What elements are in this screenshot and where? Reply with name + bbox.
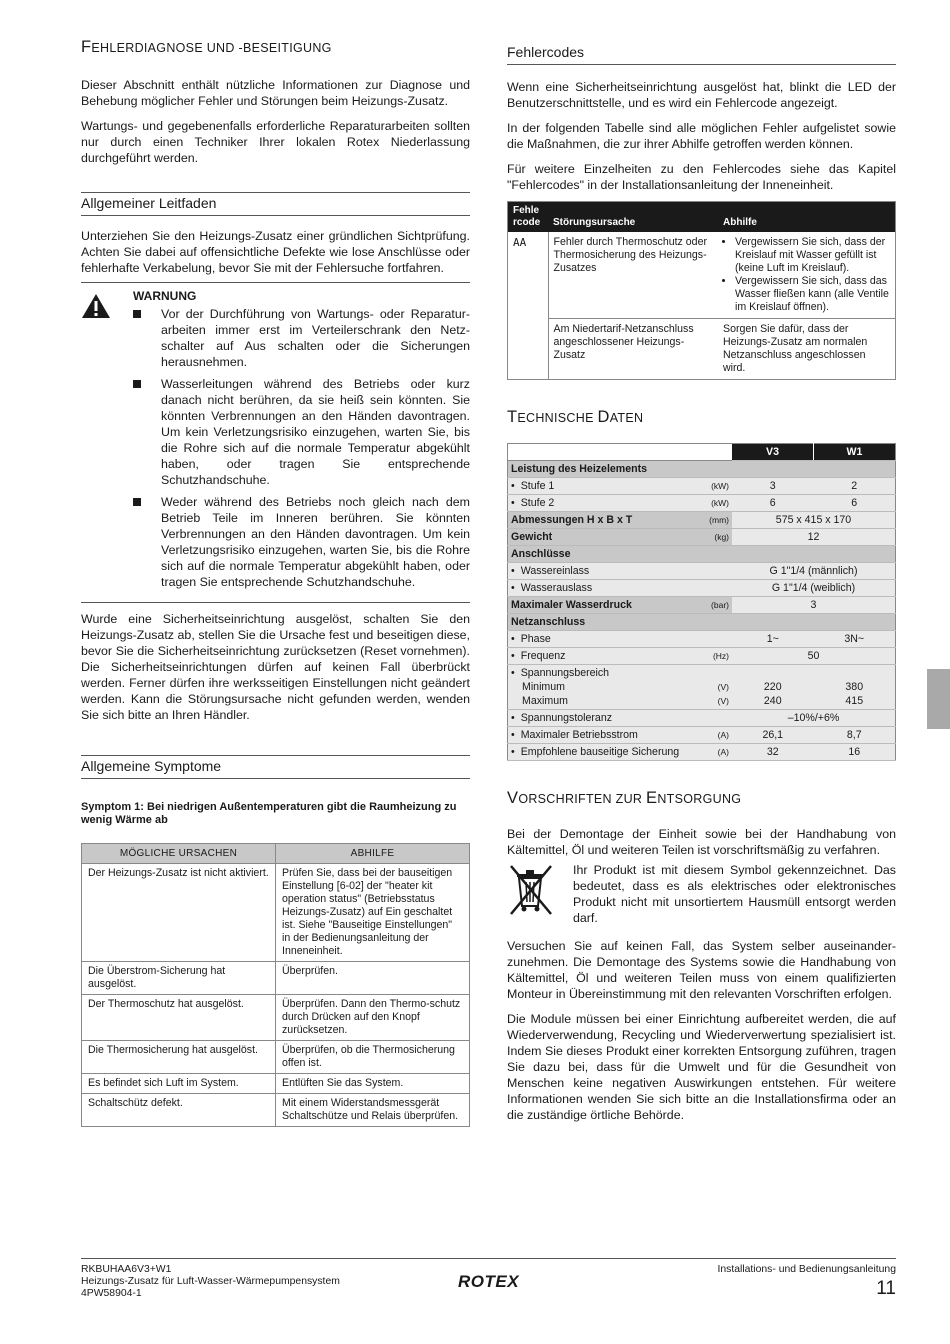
cause-cell: Der Thermoschutz hat ausgelöst. [82, 995, 276, 1041]
value-w1 [814, 665, 896, 710]
technical-data-table [507, 443, 896, 761]
group-anschluesse: Anschlüsse [508, 546, 896, 563]
fc-paragraph-2: In der folgenden Tabelle sind alle möglichen Fehler aufgelistet sowie die Maßnahmen, die zur ihrer Abhilfe getroffen werden können. [507, 121, 896, 151]
entsorgung-paragraph-4: Die Module müssen bei einer Einrichtung aufbereitet werden, die auf Wiederverwendung, Recycling und Wiederverwertung spezialisiert ist. Indem Sie dieses Produkt einer korrekten Entsorgung zuführen, tragen Sie dazu bei, dass für die Umwelt und für die Gesundheit von Menschen keine negativen Auswirkungen entstehen. Für weitere Informationen wenden Sie sich bitte an die Installationsfirma oder an die zuständige örtliche Behörde. [507, 1012, 896, 1122]
col-header-line-1: Fehle [513, 205, 540, 216]
row-unit: (kW) [696, 495, 732, 512]
row-label: • Maximaler Betriebsstrom [508, 727, 697, 744]
right-column [507, 44, 896, 1132]
col-header-ursachen: MÖGLICHE URSACHEN [82, 844, 276, 864]
value-w1: 3N~ [814, 631, 896, 648]
cause-cell: Die Überstrom-Sicherung hat ausgelöst. [82, 962, 276, 995]
section-title-technische-daten [507, 408, 896, 427]
warning-box [81, 282, 470, 596]
row-unit: (kg) [696, 529, 732, 546]
row-unit: (A) [696, 744, 732, 761]
value-v3: 32 [732, 744, 814, 761]
table-row [508, 319, 896, 380]
cause-cell: Am Niedertarif-Netzanschluss angeschlossener Heizungs-Zusatz [548, 319, 718, 380]
row-unit: (Hz) [696, 648, 732, 665]
fix-cell: Sorgen Sie dafür, dass der Heizungs-Zusatz am normalen Netzanschluss angeschlossen wird. [718, 319, 896, 380]
row-label: • Stufe 1 [508, 478, 697, 495]
col-header-abhilfe: ABHILFE [276, 844, 470, 864]
footer-model: RKBUHAA6V3+W1 [81, 1264, 172, 1275]
row-label: • Wassereinlass [508, 563, 733, 580]
warning-item [133, 494, 470, 590]
table-row [82, 1094, 470, 1127]
value-both: 3 [732, 597, 896, 614]
warning-divider [81, 602, 470, 603]
col-header-stoerungsursache: Störungsursache [548, 202, 718, 233]
title-initial: E [646, 789, 658, 807]
value-v3: 26,1 [732, 727, 814, 744]
cause-cell: Schaltschütz defekt. [82, 1094, 276, 1127]
title-initial: V [507, 789, 519, 807]
row-label: • Wasserauslass [508, 580, 733, 597]
row-unit: (mm) [696, 512, 732, 529]
value-v3: 3 [732, 478, 814, 495]
row-unit: (kW) [696, 478, 732, 495]
value-min-w1: 380 [845, 681, 864, 693]
title-initial: T [507, 408, 518, 426]
page-footer [81, 1258, 896, 1300]
square-bullet-icon [133, 310, 141, 318]
value-both: G 1"1/4 (weiblich) [732, 580, 896, 597]
unit-max: (V) [717, 696, 729, 706]
row-label-min: Minimum [522, 681, 565, 693]
fix-cell: Prüfen Sie, dass bei der bauseitigen Einstellung [6-02] der "heater kit operation status" (Betriebsstatus Heizungs-Zusatz) auf Ein geschaltet ist. Siehe "Bauseitige Einstellungen" in der Bedienungsanleitung der Inneneinheit. [276, 864, 470, 962]
value-both: 575 x 415 x 170 [732, 512, 896, 529]
brand-logo: ROTEX [457, 1272, 520, 1291]
square-bullet-icon [133, 380, 141, 388]
warning-icon [81, 289, 133, 596]
chapter-tab-marker [927, 669, 950, 729]
row-label: • Stufe 2 [508, 495, 697, 512]
value-both: 12 [732, 529, 896, 546]
safety-paragraph: Wurde eine Sicherheitseinrichtung ausgelöst, schalten Sie den Heizungs-Zusatz ab, stellen Sie die Ursache fest und beseitigen diese, bevor Sie die Sicherheitseinrichtung zurücksetzen (Reset vornehmen). Die Sicherheitseinrichtungen dürfen auf keinen Fall überbrückt werden. Ferner dürfen ihre werksseitigen Einstellungen nicht geändert werden. Kann die Störungsursache nicht gefunden werden, wenden Sie sich bitte an Ihren Händler. [81, 612, 470, 722]
left-column [81, 38, 470, 1127]
entsorgung-paragraph-2: Ihr Produkt ist mit diesem Symbol gekennzeichnet. Das bedeutet, dass es als elektrisches oder elektronisches Produkt nicht mit unsortiertem Hausmüll entsorgt werden darf. [573, 863, 896, 925]
fix-item: • Vergewissern Sie sich, dass der Kreislauf mit Wasser gefüllt ist (keine Luft im Kreislauf). [735, 236, 890, 275]
warning-item [133, 306, 470, 370]
fix-cell: Überprüfen. Dann den Thermo-schutz durch Drücken auf den Knopf zurücksetzen. [276, 995, 470, 1041]
cause-cell: Fehler durch Thermoschutz oder Thermosicherung des Heizungs-Zusatzes [553, 236, 707, 274]
value-w1: 8,7 [814, 727, 896, 744]
col-header-fehlercode [508, 202, 549, 233]
col-header-v3: V3 [732, 444, 814, 461]
col-header-w1: W1 [814, 444, 896, 461]
col-header-abhilfe: Abhilfe [718, 202, 896, 233]
row-label: Maximaler Wasserdruck [508, 597, 697, 614]
fix-item: • Vergewissern Sie sich, dass das Wasser fließen kann (alle Ventile im Kreislauf öffnen). [735, 275, 890, 314]
warning-item-text: Weder während des Betriebs noch gleich nach dem Betrieb Teile im Inneren berühren. Sie könnten Verbrennungen an den Händen davontragen. Um kein Verletzungsrisiko einzugehen, warten Sie, bis die Rohre sich auf die normale Temperatur abgekühlt haben, oder tragen Sie entsprechende Schutzhandschuhe. [161, 495, 470, 589]
title-rest: NTSORGUNG [657, 792, 742, 806]
table-row [82, 962, 470, 995]
fix-cell: Mit einem Widerstandsmessgerät Schaltschütze und Relais überprüfen. [276, 1094, 470, 1127]
row-label: • Phase [508, 631, 733, 648]
row-label: • Spannungstoleranz [508, 710, 733, 727]
square-bullet-icon [133, 498, 141, 506]
intro-paragraph-1: Dieser Abschnitt enthält nützliche Informationen zur Diagnose und Behebung möglicher Fehler und Störungen beim Heizungs-Zusatz. [81, 78, 470, 108]
value-v3 [732, 665, 814, 710]
value-w1: 6 [814, 495, 896, 512]
row-label [508, 665, 697, 710]
title-rest: ECHNISCHE [517, 411, 598, 425]
leitfaden-paragraph: Unterziehen Sie den Heizungs-Zusatz einer gründlichen Sichtprüfung. Achten Sie dabei auf offensichtliche Defekte wie lose Anschlüsse oder fehlerhafte Verkabelung, bevor Sie mit der Fehlersuche fortfahren. [81, 229, 470, 275]
title-rest: ORSCHRIFTEN ZUR [518, 792, 647, 806]
table-row [82, 1041, 470, 1074]
warning-item [133, 376, 470, 488]
fix-cell: Überprüfen, ob die Thermosicherung offen ist. [276, 1041, 470, 1074]
row-label: • Empfohlene bauseitige Sicherung [508, 744, 697, 761]
fix-cell: Überprüfen. [276, 962, 470, 995]
page-number: 11 [876, 1278, 896, 1299]
value-w1: 2 [814, 478, 896, 495]
symptom-1-title: Symptom 1: Bei niedrigen Außentemperaturen gibt die Raumheizung zu wenig Wärme ab [81, 801, 457, 826]
section-title-entsorgung [507, 789, 896, 808]
title-rest: ATEN [609, 411, 644, 425]
row-label-max: Maximum [522, 695, 568, 707]
value-both: 50 [732, 648, 896, 665]
table-row [82, 864, 470, 962]
unit-min: (V) [717, 682, 729, 692]
row-unit: (A) [696, 727, 732, 744]
row-label: Gewicht [508, 529, 697, 546]
footer-manual-title: Installations- und Bedienungsanleitung [717, 1264, 896, 1275]
entsorgung-paragraph-1: Bei der Demontage der Einheit sowie bei der Handhabung von Kältemittel, Öl und weiteren Teilen ist vorschriftsmäßig zu verfahren. [507, 827, 896, 857]
cause-cell: Es befindet sich Luft im System. [82, 1074, 276, 1094]
value-min-v3: 220 [763, 681, 782, 693]
row-unit [696, 665, 732, 710]
warning-item-text: Wasserleitungen während des Betriebs oder kurz danach nicht berühren, da sie heiß sein könnten. Sie könnten Verbrennungen an den Händen davontragen. Um kein Verletzungsrisiko einzugehen, warten Sie, bis die Rohre sich auf die normale Temperatur abgekühlt haben, oder tragen Sie entsprechende Schutzhandschuhe. [161, 377, 470, 487]
weee-notice [507, 862, 896, 926]
title-rest: EHLERDIAGNOSE UND -BESEITIGUNG [91, 41, 332, 55]
error-code: AA [508, 232, 549, 380]
section-title-fehlerdiagnose [81, 38, 470, 57]
fc-paragraph-1: Wenn eine Sicherheitseinrichtung ausgelöst hat, blinkt die LED der Benutzerschnittstelle, und es wird ein Fehlercode angezeigt. [507, 80, 896, 110]
value-both: G 1"1/4 (männlich) [732, 563, 896, 580]
heading-allgemeiner-leitfaden: Allgemeiner Leitfaden [81, 192, 470, 216]
crossed-bin-icon [507, 862, 573, 926]
intro-paragraph-2: Wartungs- und gegebenenfalls erforderliche Reparaturarbeiten sollten nur durch einen Techniker Ihrer lokalen Rotex Niederlassung durchgeführt werden. [81, 119, 470, 165]
value-v3: 1~ [732, 631, 814, 648]
group-netzanschluss: Netzanschluss [508, 614, 896, 631]
table-row [82, 1074, 470, 1094]
value-v3: 6 [732, 495, 814, 512]
group-leistung: Leistung des Heizelements [508, 461, 896, 478]
table-row [508, 232, 896, 319]
cause-cell: Der Heizungs-Zusatz ist nicht aktiviert. [82, 864, 276, 962]
title-initial: D [597, 408, 610, 426]
symptom-table [81, 843, 470, 1127]
value-both: –10%/+6% [732, 710, 896, 727]
fix-cell [718, 232, 896, 319]
heading-fehlercodes: Fehlercodes [507, 44, 896, 65]
cause-cell: Die Thermosicherung hat ausgelöst. [82, 1041, 276, 1074]
fix-cell: Entlüften Sie das System. [276, 1074, 470, 1094]
table-row [82, 995, 470, 1041]
warning-item-text: Vor der Durchführung von Wartungs- oder Reparatur-arbeiten immer erst im Verteilerschrank den Netz-schalter auf Aus schalten oder die Sicherungen herausnehmen. [161, 307, 470, 369]
title-initial: F [81, 38, 92, 56]
entsorgung-paragraph-3: Versuchen Sie auf keinen Fall, das System selber auseinander-zunehmen. Die Demontage des Systems sowie die Handhabung von Kältemittel, Öl und weiteren Teilen muss von einem qualifizierten Monteur in Übereinstimmung mit den relevanten Vorschriften erfolgen. [507, 939, 896, 1001]
row-unit: (bar) [696, 597, 732, 614]
value-max-w1: 415 [845, 695, 864, 707]
footer-subtitle: Heizungs-Zusatz für Luft-Wasser-Wärmepumpensystem [81, 1276, 340, 1287]
footer-docno: 4PW58904-1 [81, 1288, 142, 1299]
row-label: • Frequenz [508, 648, 697, 665]
warning-title: WARNUNG [133, 289, 197, 303]
fc-paragraph-3: Für weitere Einzelheiten zu den Fehlercodes siehe das Kapitel "Fehlercodes" in der Installationsanleitung der Inneneinheit. [507, 162, 896, 192]
heading-allgemeine-symptome: Allgemeine Symptome [81, 755, 470, 779]
value-w1: 16 [814, 744, 896, 761]
col-header-line-2: rcode [513, 217, 541, 228]
fehlercode-table [507, 201, 896, 380]
row-label-main: • Spannungsbereich [511, 667, 609, 679]
row-label: Abmessungen H x B x T [508, 512, 697, 529]
value-max-v3: 240 [763, 695, 782, 707]
